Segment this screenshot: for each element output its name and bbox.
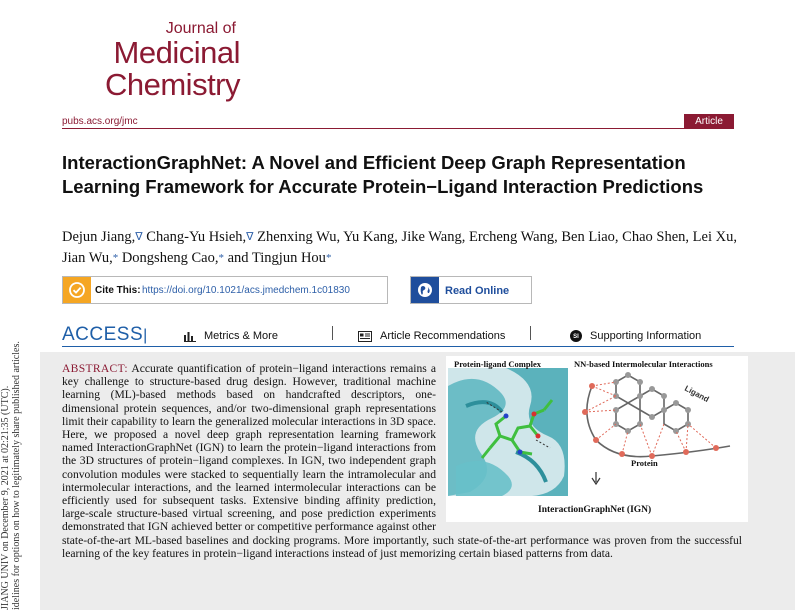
author-dongsheng-cao[interactable]: Dongsheng Cao, <box>121 250 219 266</box>
cite-this-label: Cite This: <box>95 285 141 296</box>
recommendations-link[interactable] <box>358 330 505 342</box>
supporting-info-link[interactable] <box>570 330 701 342</box>
abstract-label: ABSTRACT: <box>62 362 128 375</box>
affiliation-mark: ∇ <box>246 231 254 243</box>
journal-logo-line-2: Medicinal <box>113 35 240 70</box>
toc-figure <box>446 356 748 522</box>
supporting-info-label: Supporting Information <box>590 330 702 342</box>
toc-left-title: Protein-ligand Complex <box>454 359 541 369</box>
access-underline <box>62 346 734 347</box>
corresponding-mark: * <box>112 252 119 264</box>
access-heading <box>62 324 148 346</box>
access-tick: | <box>143 327 148 344</box>
author-2[interactable]: Chang-Yu Hsieh, <box>146 229 247 245</box>
journal-logo[interactable] <box>94 20 240 101</box>
toc-right-title: NN-based Intermolecular Interactions <box>574 359 713 369</box>
header-divider <box>62 128 734 129</box>
article-type-badge: Article <box>684 114 734 129</box>
doi-link[interactable]: https://doi.org/10.1021/acs.jmedchem.1c01830 <box>142 285 350 296</box>
author-list <box>62 227 742 269</box>
author-1[interactable]: Dejun Jiang, <box>62 229 136 245</box>
cite-icon-tile <box>63 277 91 303</box>
toc-protein-label: Protein <box>631 458 658 468</box>
corresponding-mark: * <box>218 252 224 264</box>
journal-logo-line-3: Chemistry <box>104 67 240 102</box>
metrics-link[interactable] <box>184 330 278 342</box>
download-notice-line-2: idelines for options on how to legitimately share published articles. <box>11 341 22 610</box>
abstract <box>62 359 742 560</box>
affiliation-mark: ∇ <box>135 231 143 243</box>
read-icon-tile <box>411 277 439 303</box>
access-divider <box>530 326 531 340</box>
article-list-icon <box>358 331 372 342</box>
corresponding-mark: * <box>325 252 332 264</box>
si-badge-text: SI <box>573 334 579 341</box>
check-circle-icon <box>69 282 85 298</box>
read-online-label: Read Online <box>445 285 510 297</box>
journal-url[interactable]: pubs.acs.org/jmc <box>62 116 138 127</box>
download-notice <box>0 320 24 610</box>
metrics-label: Metrics & More <box>204 330 278 342</box>
authors-middle[interactable]: Zhenxing Wu, Yu Kang, Jike Wang, Ercheng Wang, Ben Liao, Chao Shen, Lei Xu, Jian Wu, <box>62 229 737 266</box>
abstract-body: Accurate quantification of protein−ligand interactions remains a key challenge to structure-based drug design. However, traditional machine learning (ML)-based methods based on handcrafted descriptors, one-dimensional protein sequences, and/or two-dimensional graph representations limit their capability to learn the generalized molecular interactions in 3D space. Here, we proposed a novel deep graph representation learning framework named InteractionGraphNet (IGN) to learn the protein−ligand interactions from the 3D structures of protein−ligand complexes. In IGN, two independent graph convolution modules were stacked to sequentially learn the intramolecular and intermolecular interactions, and the learned intermolecular interactions can be efficiently used for subsequent tasks. Extensive binding affinity prediction, large-scale structure-based virtual screening, and pose prediction experiments demonstrated that IGN achieved better or competitive performance against other state-of-the-art ML-based baselines and docking programs. More importantly, such state-of-the-art performance was proven from the successful learning of the key features in protein−ligand interactions instead of just memorizing certain biased patterns from data. <box>62 362 742 560</box>
bar-chart-icon <box>184 331 196 342</box>
globe-icon <box>417 282 433 298</box>
access-heading-label: ACCESS <box>62 324 144 345</box>
access-divider <box>332 326 333 340</box>
download-notice-line-1: JIANG UNIV on December 9, 2021 at 02:21:35 (UTC). <box>0 385 11 610</box>
toc-caption: InteractionGraphNet (IGN) <box>538 505 652 515</box>
recommendations-label: Article Recommendations <box>380 330 506 342</box>
access-bar <box>62 322 734 350</box>
toc-graphic <box>446 356 748 522</box>
toc-ligand-label: Ligand <box>683 383 711 405</box>
si-badge-icon <box>570 330 582 342</box>
read-online-button[interactable] <box>410 276 532 304</box>
article-title: InteractionGraphNet: A Novel and Efficient Deep Graph Representation Learning Framework for Accurate Protein−Ligand Interaction Predictions <box>62 152 704 197</box>
cite-this-box[interactable] <box>62 276 388 304</box>
journal-logo-line-1: Journal of <box>165 20 236 37</box>
author-tingjun-hou[interactable]: and Tingjun Hou <box>227 250 326 266</box>
